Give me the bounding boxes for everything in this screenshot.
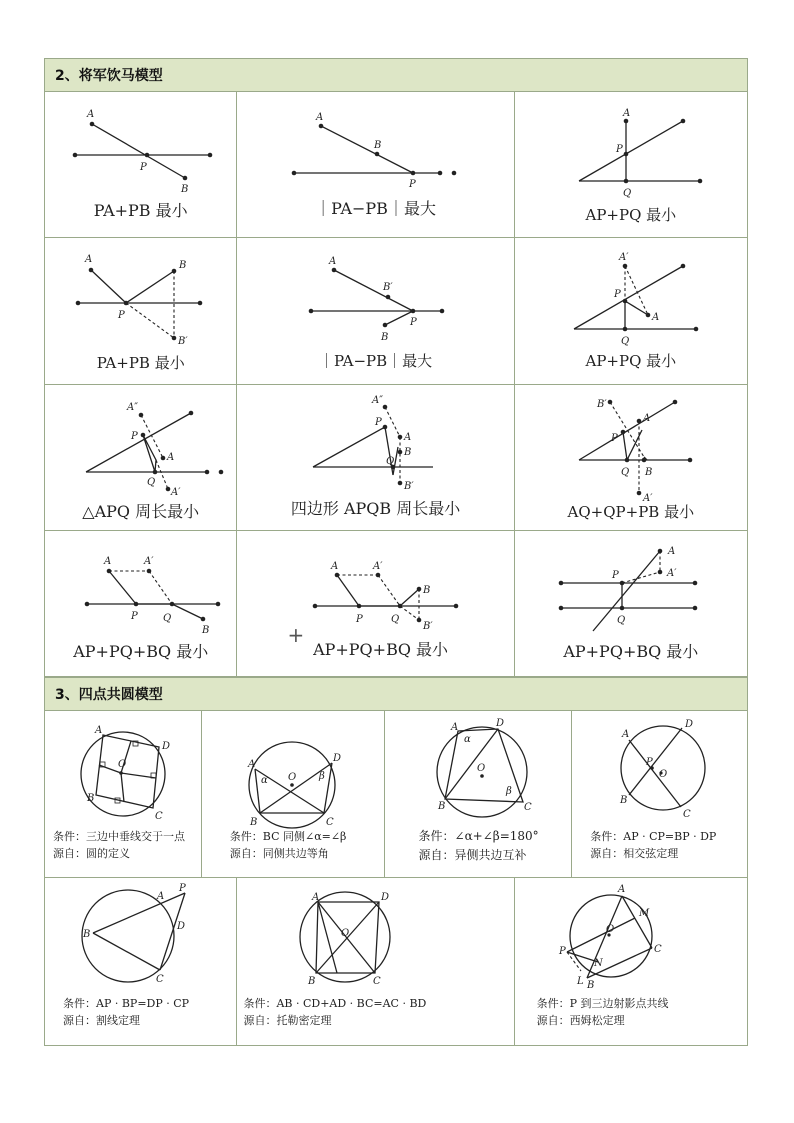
svg-text:O: O [605, 924, 614, 935]
svg-text:D: D [177, 921, 186, 932]
svg-text:Q: Q [163, 613, 172, 624]
model-cell [45, 878, 237, 1046]
svg-text:M: M [638, 908, 649, 919]
model-cell [45, 385, 237, 531]
source-text: 源自：割线定理 [63, 1014, 140, 1027]
svg-text:B: B [381, 332, 389, 343]
condition-text: 条件：BC 同侧∠α=∠β [229, 830, 347, 843]
svg-text:B′: B′ [596, 399, 607, 410]
svg-text:A′: A′ [171, 487, 181, 498]
source-text: 源自：西姆松定理 [536, 1014, 625, 1027]
model-cell [237, 238, 514, 385]
svg-text:β: β [318, 771, 325, 782]
source-text: 源自：异侧共边互补 [418, 848, 527, 862]
model-cell [385, 711, 573, 878]
svg-text:A: A [642, 413, 650, 424]
document-sheet [44, 58, 748, 1046]
svg-text:C: C [155, 811, 163, 822]
svg-text:D: D [685, 719, 694, 730]
source-text: 源自：托勒密定理 [243, 1014, 332, 1027]
svg-text:P: P [410, 317, 418, 328]
svg-text:P: P [409, 179, 417, 190]
source-text: 源自：同侧共边等角 [229, 847, 329, 860]
model-cell [45, 531, 237, 677]
svg-text:B: B [179, 260, 187, 271]
svg-text:A: A [87, 109, 95, 120]
svg-text:C: C [373, 976, 382, 987]
svg-text:D: D [495, 718, 504, 729]
svg-text:O: O [341, 928, 350, 939]
condition-text: 条件：P 到三边射影点共线 [536, 997, 669, 1010]
model-caption: AP+PQ+BQ 最小 [313, 640, 449, 659]
svg-text:α: α [463, 734, 471, 745]
svg-text:B: B [249, 817, 258, 828]
svg-text:A: A [622, 108, 630, 119]
model-row [44, 878, 748, 1046]
svg-text:A′: A′ [144, 556, 154, 567]
model-cell [202, 711, 385, 878]
model-cell [515, 385, 748, 531]
svg-text:A: A [104, 556, 112, 567]
svg-text:B: B [202, 625, 210, 636]
svg-text:P: P [558, 946, 566, 957]
svg-text:A: A [404, 432, 412, 443]
svg-text:A: A [651, 312, 659, 323]
svg-text:P: P [613, 289, 621, 300]
svg-text:A: A [316, 112, 324, 123]
svg-text:Q: Q [147, 477, 156, 488]
plus-mark: + [287, 623, 305, 647]
svg-text:B: B [308, 976, 316, 987]
svg-text:A″: A″ [372, 395, 384, 406]
svg-text:A: A [667, 546, 675, 557]
svg-text:Q: Q [622, 188, 631, 199]
svg-text:Q: Q [616, 615, 625, 626]
model-cell [515, 238, 748, 385]
svg-text:C: C [653, 944, 662, 955]
svg-text:O: O [659, 769, 668, 780]
svg-text:B: B [586, 980, 595, 991]
svg-text:A′: A′ [642, 493, 653, 504]
svg-text:P: P [118, 310, 125, 321]
section-title: 2、将军饮马模型 [44, 58, 748, 92]
svg-text:P: P [179, 883, 186, 894]
svg-text:P: P [375, 417, 383, 428]
svg-text:B: B [404, 447, 412, 458]
svg-text:P: P [356, 614, 364, 625]
svg-text:A: A [329, 256, 337, 267]
model-row [44, 531, 748, 677]
svg-text:A: A [95, 725, 103, 736]
svg-text:B: B [423, 585, 431, 596]
svg-text:B′: B′ [423, 621, 434, 632]
svg-text:C: C [683, 809, 691, 820]
model-cell [237, 878, 514, 1046]
svg-text:Q: Q [620, 467, 629, 478]
svg-text:P: P [610, 433, 618, 444]
svg-text:A: A [312, 892, 320, 903]
svg-text:B: B [87, 793, 95, 804]
svg-text:D: D [162, 741, 171, 752]
svg-text:O: O [118, 759, 127, 770]
condition-text: 条件：AP · CP=BP · DP [590, 830, 717, 843]
svg-text:C: C [325, 817, 334, 828]
model-caption: ｜PA−PB｜最大 [315, 199, 436, 218]
svg-text:B: B [437, 801, 445, 812]
svg-text:β: β [505, 786, 512, 797]
svg-text:C: C [523, 802, 532, 813]
svg-text:P: P [131, 611, 138, 622]
svg-text:P: P [131, 431, 138, 442]
svg-text:B′: B′ [383, 282, 394, 293]
model-cell [45, 238, 237, 385]
model-cell [237, 531, 514, 677]
svg-text:A: A [157, 891, 165, 902]
model-row [44, 711, 748, 878]
model-cell [572, 711, 748, 878]
svg-text:D: D [332, 753, 341, 764]
svg-text:A: A [331, 561, 339, 572]
svg-text:B: B [181, 184, 189, 195]
svg-text:B: B [83, 929, 91, 940]
model-row [44, 385, 748, 531]
model-cell [237, 385, 514, 531]
model-caption: PA+PB 最小 [93, 201, 188, 220]
model-caption: PA+PB 最小 [96, 354, 185, 372]
svg-text:O: O [287, 772, 296, 783]
svg-text:B: B [644, 467, 653, 478]
svg-text:A: A [622, 729, 630, 740]
svg-text:A″: A″ [127, 402, 138, 413]
svg-text:P: P [140, 162, 147, 173]
svg-text:A: A [617, 884, 625, 895]
condition-text: 条件：三边中垂线交于一点 [53, 830, 185, 843]
model-caption: AQ+QP+PB 最小 [567, 503, 695, 521]
svg-text:B: B [620, 795, 628, 806]
svg-text:A: A [85, 254, 93, 265]
svg-text:B′: B′ [178, 336, 188, 347]
svg-text:L: L [576, 976, 584, 987]
svg-text:C: C [156, 974, 164, 985]
svg-text:A: A [247, 759, 256, 770]
svg-text:D: D [381, 892, 390, 903]
svg-text:P: P [611, 570, 619, 581]
svg-text:A′: A′ [666, 568, 677, 579]
model-row [44, 238, 748, 385]
svg-text:A: A [167, 452, 175, 463]
source-text: 源自：圆的定义 [53, 847, 130, 860]
svg-text:A′: A′ [373, 561, 383, 572]
model-caption: AP+PQ+BQ 最小 [73, 642, 209, 661]
model-cell [237, 92, 514, 238]
condition-text: 条件：∠α+∠β=180° [418, 829, 539, 843]
model-cell [515, 92, 748, 238]
svg-text:A′: A′ [618, 252, 629, 263]
svg-text:B: B [374, 140, 382, 151]
section-title: 3、四点共圆模型 [44, 677, 748, 711]
svg-text:α: α [260, 775, 268, 786]
model-caption: AP+PQ 最小 [585, 206, 677, 224]
model-caption: AP+PQ 最小 [585, 352, 677, 370]
model-caption: 四边形 APQB 周长最小 [290, 499, 461, 518]
svg-text:B′: B′ [404, 481, 415, 492]
svg-text:Q: Q [386, 456, 395, 467]
condition-text: 条件：AP · BP=DP · CP [63, 997, 190, 1010]
svg-text:O: O [476, 763, 485, 774]
condition-text: 条件：AB · CD+AD · BC=AC · BD [243, 997, 427, 1010]
svg-text:Q: Q [391, 614, 400, 625]
model-caption: △APQ 周长最小 [82, 502, 200, 521]
model-row [44, 92, 748, 238]
svg-text:P: P [615, 144, 623, 155]
svg-text:N: N [593, 958, 603, 969]
svg-text:Q: Q [620, 336, 629, 347]
svg-text:P: P [646, 757, 653, 768]
model-caption: ｜PA−PB｜最大 [318, 352, 433, 370]
model-cell [515, 878, 748, 1046]
model-caption: AP+PQ+BQ 最小 [563, 642, 699, 661]
model-cell [515, 531, 748, 677]
svg-text:A: A [450, 722, 458, 733]
model-cell [45, 711, 202, 878]
source-text: 源自：相交弦定理 [590, 847, 679, 860]
model-cell [45, 92, 237, 238]
